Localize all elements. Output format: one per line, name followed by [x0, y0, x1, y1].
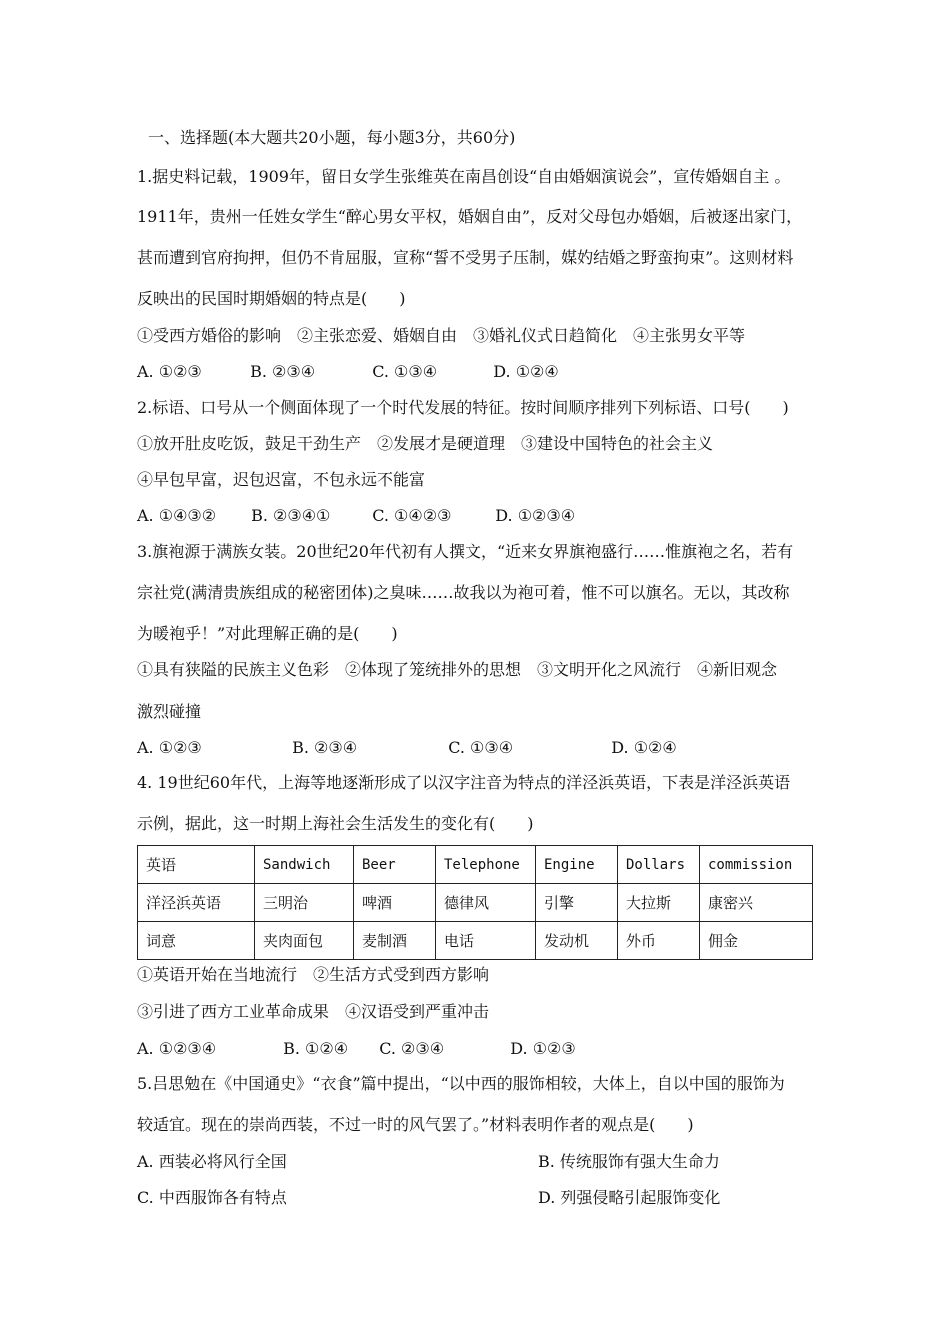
q4-stem-line-2: 示例，据此，这一时期上海社会生活发生的变化有( )	[137, 814, 534, 833]
q1-items: ①受西方婚俗的影响 ②主张恋爱、婚姻自由 ③婚礼仪式日趋简化 ④主张男女平等	[137, 326, 746, 345]
q3-stem-line-1: 3.旗袍源于满族女装。20世纪20年代初有人撰文，“近来女界旗袍盛行……惟旗袍之名，若有	[137, 542, 794, 561]
q5-stem-line-2: 较适宜。现在的崇尚西装，不过一时的风气罢了。”材料表明作者的观点是( )	[137, 1115, 694, 1134]
table-cell: Sandwich	[255, 846, 354, 884]
table-cell: commission	[700, 846, 813, 884]
q5-stem-line-1: 5.吕思勉在《中国通史》“衣食”篇中提出，“以中西的服饰相较，大体上，自以中国的服饰为	[137, 1074, 785, 1093]
q2-option-b[interactable]: B. ②③④①	[251, 506, 331, 525]
table-cell: Beer	[354, 846, 436, 884]
table-cell: Telephone	[436, 846, 536, 884]
table-cell: 德律风	[436, 884, 536, 922]
table-cell: 引擎	[536, 884, 618, 922]
q4-option-d[interactable]: D. ①②③	[510, 1039, 576, 1058]
table-cell: 词意	[138, 922, 255, 960]
q1-option-d[interactable]: D. ①②④	[493, 362, 559, 381]
q4-items-line-1: ①英语开始在当地流行 ②生活方式受到西方影响	[137, 965, 490, 984]
table-cell: 麦制酒	[354, 922, 436, 960]
table-cell: 外币	[618, 922, 700, 960]
q4-option-b[interactable]: B. ①②④	[283, 1039, 349, 1058]
q4-option-c[interactable]: C. ②③④	[379, 1039, 445, 1058]
table-cell: 电话	[436, 922, 536, 960]
table-cell: 洋泾浜英语	[138, 884, 255, 922]
q3-option-b[interactable]: B. ②③④	[292, 738, 358, 757]
table-cell: 夹肉面包	[255, 922, 354, 960]
q3-option-c[interactable]: C. ①③④	[448, 738, 514, 757]
q2-option-c[interactable]: C. ①④②③	[372, 506, 452, 525]
q3-items-line-2: 激烈碰撞	[137, 702, 202, 721]
q2-options	[137, 506, 575, 526]
table-cell: Dollars	[618, 846, 700, 884]
q4-stem-line-1: 4. 19世纪60年代，上海等地逐渐形成了以汉字注音为特点的洋泾浜英语，下表是洋泾浜英语	[137, 773, 791, 792]
table-row-meaning	[138, 922, 813, 960]
table-row-pidgin	[138, 884, 813, 922]
table-cell: 三明治	[255, 884, 354, 922]
table-cell: 英语	[138, 846, 255, 884]
section-title: 一、选择题(本大题共20小题，每小题3分，共60分)	[148, 128, 516, 147]
q5-option-a[interactable]: A. 西装必将风行全国	[137, 1152, 287, 1171]
table-row-english	[138, 846, 813, 884]
q2-stem-line-1: 2.标语、口号从一个侧面体现了一个时代发展的特征。按时间顺序排列下列标语、口号( )	[137, 398, 789, 417]
q1-option-a[interactable]: A. ①②③	[137, 362, 202, 381]
q3-options	[137, 738, 677, 758]
q2-items-line-1: ①放开肚皮吃饭，鼓足干劲生产 ②发展才是硬道理 ③建设中国特色的社会主义	[137, 434, 714, 453]
q1-stem-line-1: 1.据史料记载，1909年，留日女学生张维英在南昌创设“自由婚姻演说会”，宣传婚姻自主 。	[137, 167, 791, 186]
table-cell: 啤酒	[354, 884, 436, 922]
q1-option-c[interactable]: C. ①③④	[372, 362, 438, 381]
q1-options	[137, 362, 559, 382]
q3-option-a[interactable]: A. ①②③	[137, 738, 202, 757]
q1-stem-line-3: 甚而遭到官府拘押，但仍不肯屈服，宣称“誓不受男子压制，媒妁结婚之野蛮拘束”。这则材料	[137, 248, 794, 267]
q3-stem-line-3: 为暖袍乎！”对此理解正确的是( )	[137, 624, 398, 643]
q4-items-line-2: ③引进了西方工业革命成果 ④汉语受到严重冲击	[137, 1002, 490, 1021]
q2-option-a[interactable]: A. ①④③②	[137, 506, 217, 525]
q5-option-c[interactable]: C. 中西服饰各有特点	[137, 1188, 287, 1207]
table-cell: 大拉斯	[618, 884, 700, 922]
q5-option-d[interactable]: D. 列强侵略引起服饰变化	[538, 1188, 721, 1207]
table-cell: 佣金	[700, 922, 813, 960]
q4-options	[137, 1039, 576, 1059]
q5-option-b[interactable]: B. 传统服饰有强大生命力	[538, 1152, 720, 1171]
q2-option-d[interactable]: D. ①②③④	[495, 506, 576, 525]
q1-option-b[interactable]: B. ②③④	[250, 362, 316, 381]
q2-items-line-2: ④早包早富，迟包迟富，不包永远不能富	[137, 470, 426, 489]
table-cell: 发动机	[536, 922, 618, 960]
q3-items-line-1: ①具有狭隘的民族主义色彩 ②体现了笼统排外的思想 ③文明开化之风流行 ④新旧观念	[137, 660, 778, 679]
q1-stem-line-2: 1911年，贵州一任姓女学生“醉心男女平权，婚姻自由”，反对父母包办婚姻，后被逐出家门，	[137, 207, 803, 226]
table-cell: Engine	[536, 846, 618, 884]
table-cell: 康密兴	[700, 884, 813, 922]
q3-stem-line-2: 宗社党(满清贵族组成的秘密团体)之臭味……故我以为袍可着，惟不可以旗名。无以，其改称	[137, 583, 790, 602]
vocab-table	[137, 845, 813, 960]
q3-option-d[interactable]: D. ①②④	[611, 738, 677, 757]
q4-option-a[interactable]: A. ①②③④	[137, 1039, 217, 1058]
q1-stem-line-4: 反映出的民国时期婚姻的特点是( )	[137, 289, 406, 308]
